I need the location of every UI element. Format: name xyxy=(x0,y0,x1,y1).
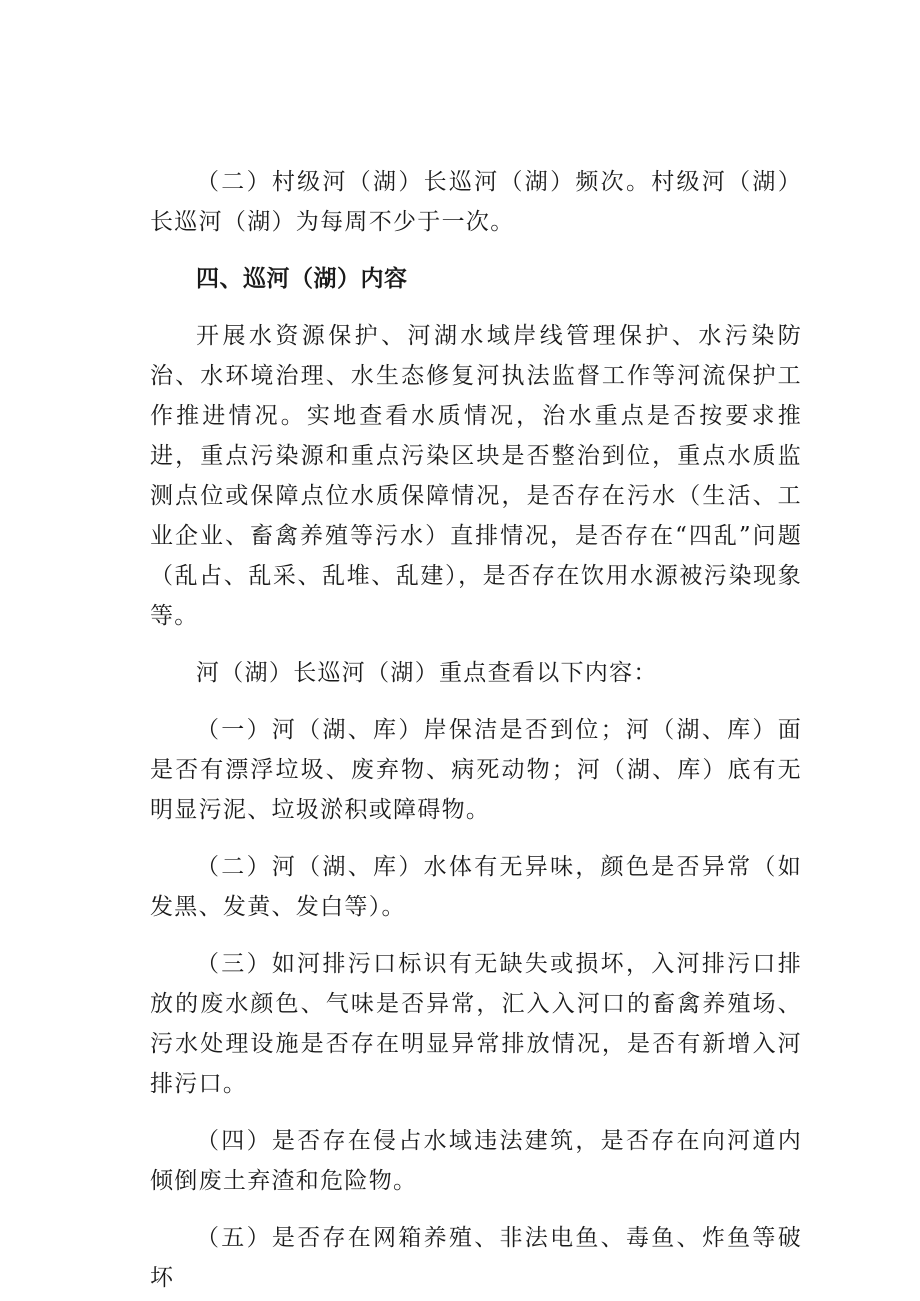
section-heading-patrol-content: 四、巡河（湖）内容 xyxy=(196,266,408,292)
paragraph-item-1: （一）河（湖、库）岸保洁是否到位；河（湖、库）面是否有漂浮垃圾、废弃物、病死动物；河（湖、库）底有无明显污泥、垃圾淤积或障碍物。 xyxy=(150,717,802,823)
paragraph-patrol-frequency: （二）村级河（湖）长巡河（湖）频次。村级河（湖）长巡河（湖）为每周不少于一次。 xyxy=(150,169,802,235)
paragraph-item-4: （四）是否存在侵占水域违法建筑，是否存在向河道内倾倒废土弃渣和危险物。 xyxy=(150,1128,802,1194)
document-body xyxy=(150,162,802,1298)
paragraph-patrol-scope: 开展水资源保护、河湖水域岸线管理保护、水污染防治、水环境治理、水生态修复河执法监督工作等河流保护工作推进情况。实地查看水质情况，治水重点是否按要求推进，重点污染源和重点污染区块是否整治到位，重点水质监测点位或保障点位水质保障情况，是否存在污水（生活、工业企业、畜禽养殖等污水）直排情况，是否存在“四乱”问题（乱占、乱采、乱堆、乱建），是否存在饮用水源被污染现象等。 xyxy=(150,323,802,629)
paragraph-key-items-intro: 河（湖）长巡河（湖）重点查看以下内容： xyxy=(196,660,658,686)
paragraph-item-2: （二）河（湖、库）水体有无异味，颜色是否异常（如发黑、发黄、发白等）。 xyxy=(150,854,802,920)
paragraph-item-3: （三）如河排污口标识有无缺失或损坏，入河排污口排放的废水颜色、气味是否异常，汇入入河口的畜禽养殖场、污水处理设施是否存在明显异常排放情况，是否有新增入河排污口。 xyxy=(150,951,802,1097)
paragraph-item-5: （五）是否存在网箱养殖、非法电鱼、毒鱼、炸鱼等破坏 xyxy=(150,1225,802,1291)
